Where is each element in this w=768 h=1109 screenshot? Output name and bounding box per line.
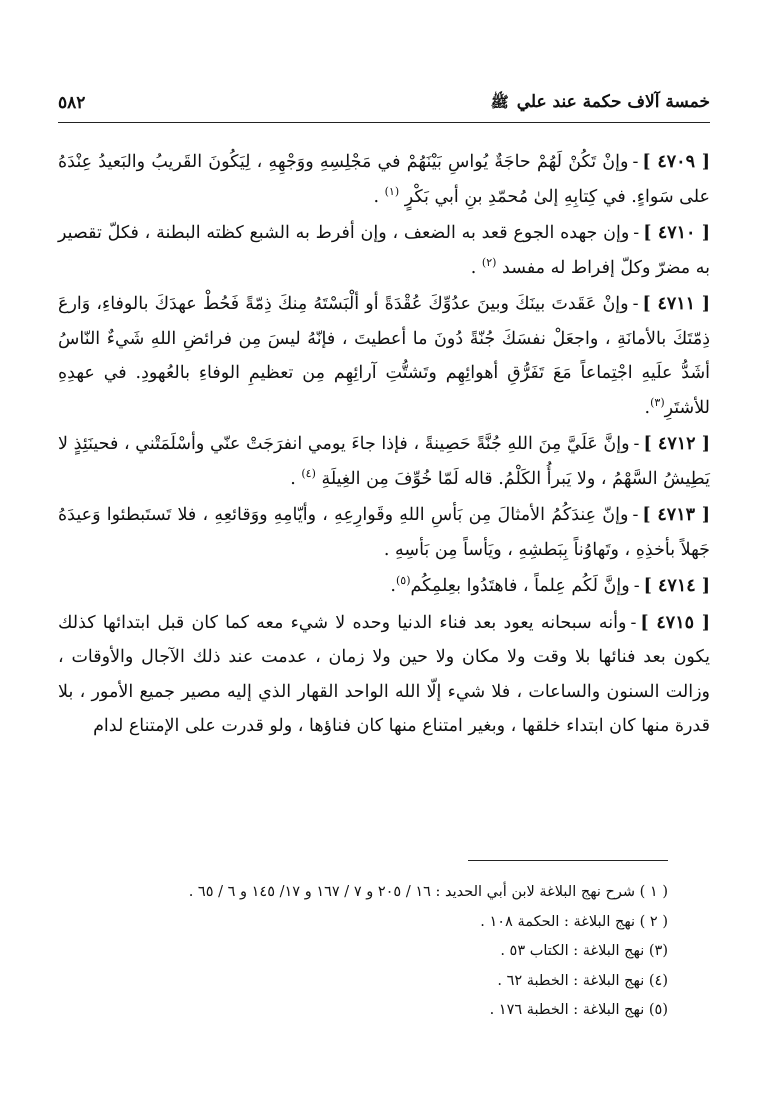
entry-number: [ ٤٧١٣ ] (642, 505, 710, 525)
entry-text: وإن جهده الجوع قعد به الضعف ، وإن أفرط به الشبع كظته البطنة ، فكلّ تقصير به مضرّ وكلّ إفراط له مفسد (58, 223, 710, 278)
entry-text: وإنَّ لَكُم عِلماً ، فاهتَدُوا بعِلمِكُم (410, 576, 630, 596)
entry-text: وإنَّ عَلَيَّ مِنَ اللهِ جُنَّةً حَصِينةً ، فإذا جاءَ يومي انفرَجَتْ عنّي وأسْلَمَتْني ، فحينَئِذٍ لا يَطِيشُ السَّهْمُ ، ولا يَبرأُ الكَلْمُ. قاله لَمّا خُوِّفَ مِن الغِيلَةِ (58, 434, 710, 489)
running-title (491, 92, 710, 115)
entry-text: وإنْ عَقَدتَ بينَكَ وبينَ عدُوِّكَ عُقْدَةً أو ألْبَسْتَهُ مِنكَ ذِمّةً فَحُطْ عهدَكَ بالوفاءِ، وَارعَ ذِمّتَكَ بالأمانَةِ ، واجعَلْ نفسَكَ جُنّةً دُونَ ما أعطيتَ ، فإنّهُ ليسَ مِن فرائضِ اللهِ شَيءٌ النّاسُ أشَدُّ علَيهِ اجْتِماعاً مَعَ تَفَرُّقِ أهوائِهِم وتَشتُّتِ آرائِهِم مِن تعظيمِ الوفاءِ بالعُهودِ. في عهدِهِ للأشتَرِ (58, 294, 710, 418)
entry-number: [ ٤٧١٤ ] (643, 576, 710, 596)
entry-end: . (383, 539, 396, 560)
footnote-ref[interactable]: (٥) (396, 574, 411, 588)
footnote-4: (٤) نهج البلاغة : الخطبة ٦٢ . (497, 972, 668, 989)
entry-end: . (373, 186, 385, 207)
entry-number: [ ٤٧١٢ ] (643, 434, 711, 454)
entry-4714: [ ٤٧١٤ ]-وإنَّ لَكُم عِلماً ، فاهتَدُوا بعِلمِكُم$^{(٥)}$. (390, 574, 710, 596)
footnote-ref[interactable]: (٤) (301, 466, 316, 480)
main-text (58, 145, 710, 746)
honorific-seal-icon: ﷺ (490, 92, 509, 111)
footnote-divider (468, 860, 668, 861)
footnote-1: ( ١ ) شرح نهج البلاغة لابن أبي الحديد : ١٦ / ٢٠٥ و ٧ / ١٦٧ و ١٧/ ١٤٥ و ٦ / ٦٥ . (188, 884, 668, 900)
entry-number: [ ٤٧٠٩ ] (642, 152, 710, 172)
entry-4715: [ ٤٧١٥ ]-وأنه سبحانه يعود بعد فناء الدنيا وحده لا شيء معه كما كان قبل ابتدائها كذلك يكون بعد فنائها بلا وقت ولا مكان ولا حين ولا زمان ، عدمت عند ذلك الآجال والأوقات ، وزالت السنون والساعات ، فلا شيء إلّا الله الواحد القهار الذي إليه مصير جميع الأمور ، بلا قدرة منها كان ابتداء خلقها ، وبغير امتناع منها كان فناؤها ، ولو قدرت على الإمتناع لدام (58, 612, 711, 736)
header-title: خمسة آلاف حكمة عند علي (516, 91, 710, 112)
entry-text: وإنّ عِندَكُمُ الأمثالَ مِن بَأسِ اللهِ وقَوارِعِهِ ، وأيّامِهِ ووَقائعِهِ ، فلا تَستَبطئوا وَعيدَهُ جَهلاً بأخذِهِ ، وتَهاوُناً بِبَطشِهِ ، ويَأساً مِن بَأسِهِ (58, 505, 710, 560)
page-number: ٥٨٢ (58, 93, 86, 113)
entry-end: . (290, 468, 302, 489)
entry-number: [ ٤٧١١ ] (642, 294, 711, 314)
entry-4713: [ ٤٧١٣ ]-وإنّ عِندَكُمُ الأمثالَ مِن بَأسِ اللهِ وقَوارِعِهِ ، وأيّامِهِ ووَقائعِهِ ، فلا تَستَبطئوا وَعيدَهُ جَهلاً بأخذِهِ ، وتَهاوُناً بِبَطشِهِ ، ويَأساً مِن بَأسِهِ . (58, 505, 710, 560)
entry-4711: [ ٤٧١١ ]-وإنْ عَقَدتَ بينَكَ وبينَ عدُوِّكَ عُقْدَةً أو ألْبَسْتَهُ مِنكَ ذِمّةً فَحُطْ عهدَكَ بالوفاءِ، وَارعَ ذِمّتَكَ بالأمانَةِ ، واجعَلْ نفسَكَ جُنّةً دُونَ ما أعطيتَ ، فإنّهُ ليسَ مِن فرائضِ اللهِ شَيءٌ النّاسُ أشَدُّ علَيهِ اجْتِماعاً مَعَ تَفَرُّقِ أهوائِهِم وتَشتُّتِ آرائِهِم مِن تعظيمِ الوفاءِ بالعُهودِ. في عهدِهِ للأشتَرِ$^{(٣)}$. (58, 294, 711, 418)
entry-end: . (644, 397, 651, 418)
entry-4712: [ ٤٧١٢ ]-وإنَّ عَلَيَّ مِنَ اللهِ جُنَّةً حَصِينةً ، فإذا جاءَ يومي انفرَجَتْ عنّي وأسْلَمَتْني ، فحينَئِذٍ لا يَطِيشُ السَّهْمُ ، ولا يَبرأُ الكَلْمُ. قاله لَمّا خُوِّفَ مِن الغِيلَةِ $^{(٤)}$ . (58, 434, 711, 489)
entry-number: [ ٤٧١٥ ] (640, 612, 711, 633)
entry-text: وإنْ تَكُنْ لَهُمْ حاجَةٌ يُواسِ بَيْنَهُمْ في مَجْلِسِهِ ووَجْهِهِ ، لِيَكُونَ القَريبُ والبَعيدُ عِنْدَهُ على سَواءٍ. في كِتابِهِ إلىٰ مُحمّدِ بنِ أبي بَكْرٍ (58, 152, 710, 207)
footnote-5: (٥) نهج البلاغة : الخطبة ١٧٦ . (489, 1002, 668, 1018)
footnote-2: ( ٢ ) نهج البلاغة : الحكمة ١٠٨ . (480, 913, 668, 930)
entry-4709: [ ٤٧٠٩ ]-وإنْ تَكُنْ لَهُمْ حاجَةٌ يُواسِ بَيْنَهُمْ في مَجْلِسِهِ ووَجْهِهِ ، لِيَكُونَ القَريبُ والبَعيدُ عِنْدَهُ على سَواءٍ. في كِتابِهِ إلىٰ مُحمّدِ بنِ أبي بَكْرٍ $^{(١)}$ . (58, 152, 710, 207)
entry-number: [ ٤٧١٠ ] (643, 223, 711, 243)
entry-text: وأنه سبحانه يعود بعد فناء الدنيا وحده لا شيء معه كما كان قبل ابتدائها كذلك يكون بعد فنائها بلا وقت ولا مكان ولا حين ولا زمان ، عدمت عند ذلك الآجال والأوقات ، وزالت السنون والساعات ، فلا شيء إلّا الله الواحد القهار الذي إليه مصير جميع الأمور ، بلا قدرة منها كان ابتداء خلقها ، وبغير امتناع منها كان فناؤها ، ولو قدرت على الإمتناع لدام (58, 612, 710, 736)
page-header (58, 88, 710, 118)
entry-end: . (470, 257, 482, 278)
header-divider (58, 122, 710, 123)
footnote-ref[interactable]: (٣) (650, 395, 665, 409)
footnote-3: (٣) نهج البلاغة : الكتاب ٥٣ . (500, 943, 668, 959)
entry-end: . (390, 576, 396, 596)
footnote-ref[interactable]: (٢) (481, 255, 497, 269)
footnote-ref[interactable]: (١) (384, 184, 400, 198)
entry-4710: [ ٤٧١٠ ]-وإن جهده الجوع قعد به الضعف ، وإن أفرط به الشبع كظته البطنة ، فكلّ تقصير به مضرّ وكلّ إفراط له مفسد $^{(٢)}$ . (58, 223, 711, 278)
footnotes (80, 878, 668, 1026)
